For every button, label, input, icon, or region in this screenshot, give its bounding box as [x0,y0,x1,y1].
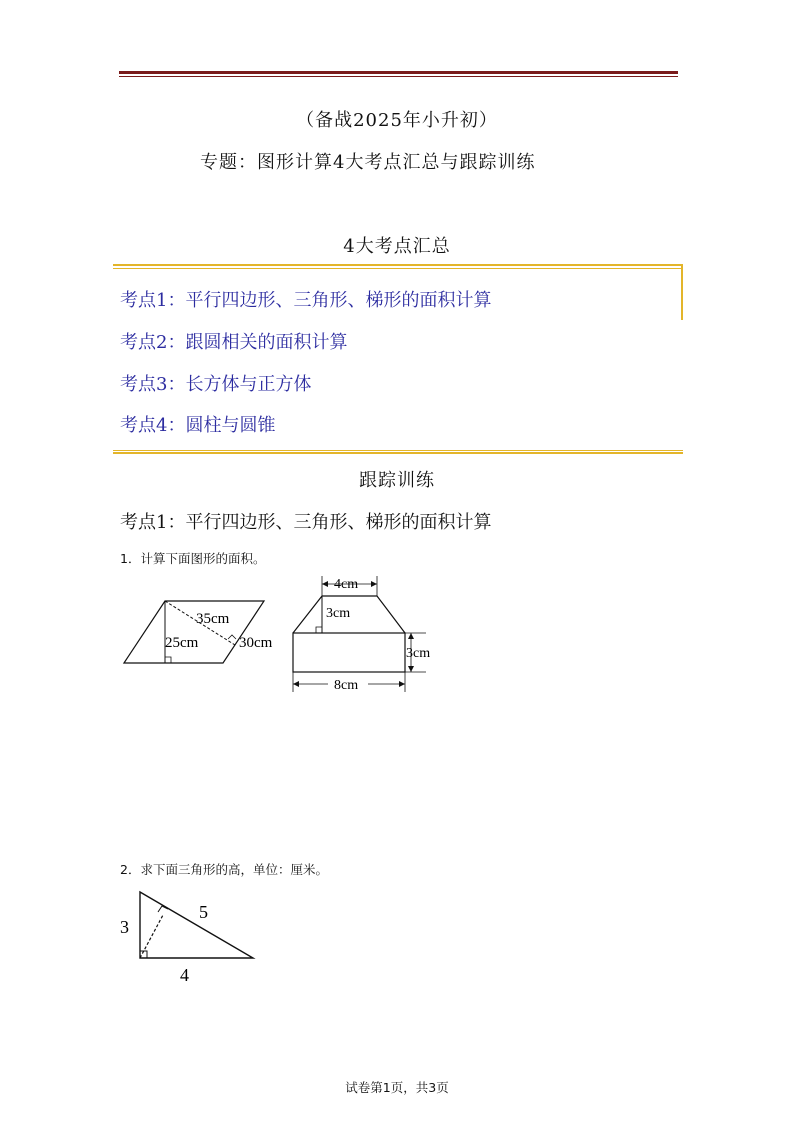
label-hypotenuse: 5 [199,902,208,922]
composite-figure [284,570,444,698]
summary-box-bottom [113,452,683,454]
training-heading: 跟踪训练 [359,470,435,491]
label-rect-height: 3cm [406,646,431,661]
label-leg-bottom: 4 [180,965,189,985]
summary-box-bottom-inner [113,450,683,451]
page-title: 专题：图形计算4大考点汇总与跟踪训练 [200,152,536,173]
right-triangle-figure [115,888,265,988]
summary-box-top [113,264,683,266]
summary-box-side [681,264,683,320]
label-trap-height: 3cm [326,606,351,621]
summary-heading: 4大考点汇总 [343,236,451,257]
label-top: 4cm [334,577,359,592]
summary-box-top-inner [113,268,683,269]
exam-subtitle: （备战2025年小升初） [296,110,498,131]
page-footer: 试卷第1页，共3页 [345,1080,449,1095]
parallelogram-figure [118,595,288,670]
summary-item-4: 考点4：圆柱与圆锥 [120,415,276,436]
summary-item-1: 考点1：平行四边形、三角形、梯形的面积计算 [120,290,492,311]
header-rule [119,71,678,78]
label-bottom: 8cm [334,678,359,693]
question-2: 2．求下面三角形的高，单位：厘米。 [120,862,328,877]
section-title: 考点1：平行四边形、三角形、梯形的面积计算 [120,512,492,533]
label-diagonal: 35cm [196,611,230,627]
question-1: 1．计算下面图形的面积。 [120,551,266,566]
summary-item-2: 考点2：跟圆相关的面积计算 [120,332,348,353]
label-side: 30cm [239,635,273,651]
summary-item-3: 考点3：长方体与正方体 [120,374,312,395]
label-height: 25cm [165,635,199,651]
label-leg-left: 3 [120,917,129,937]
